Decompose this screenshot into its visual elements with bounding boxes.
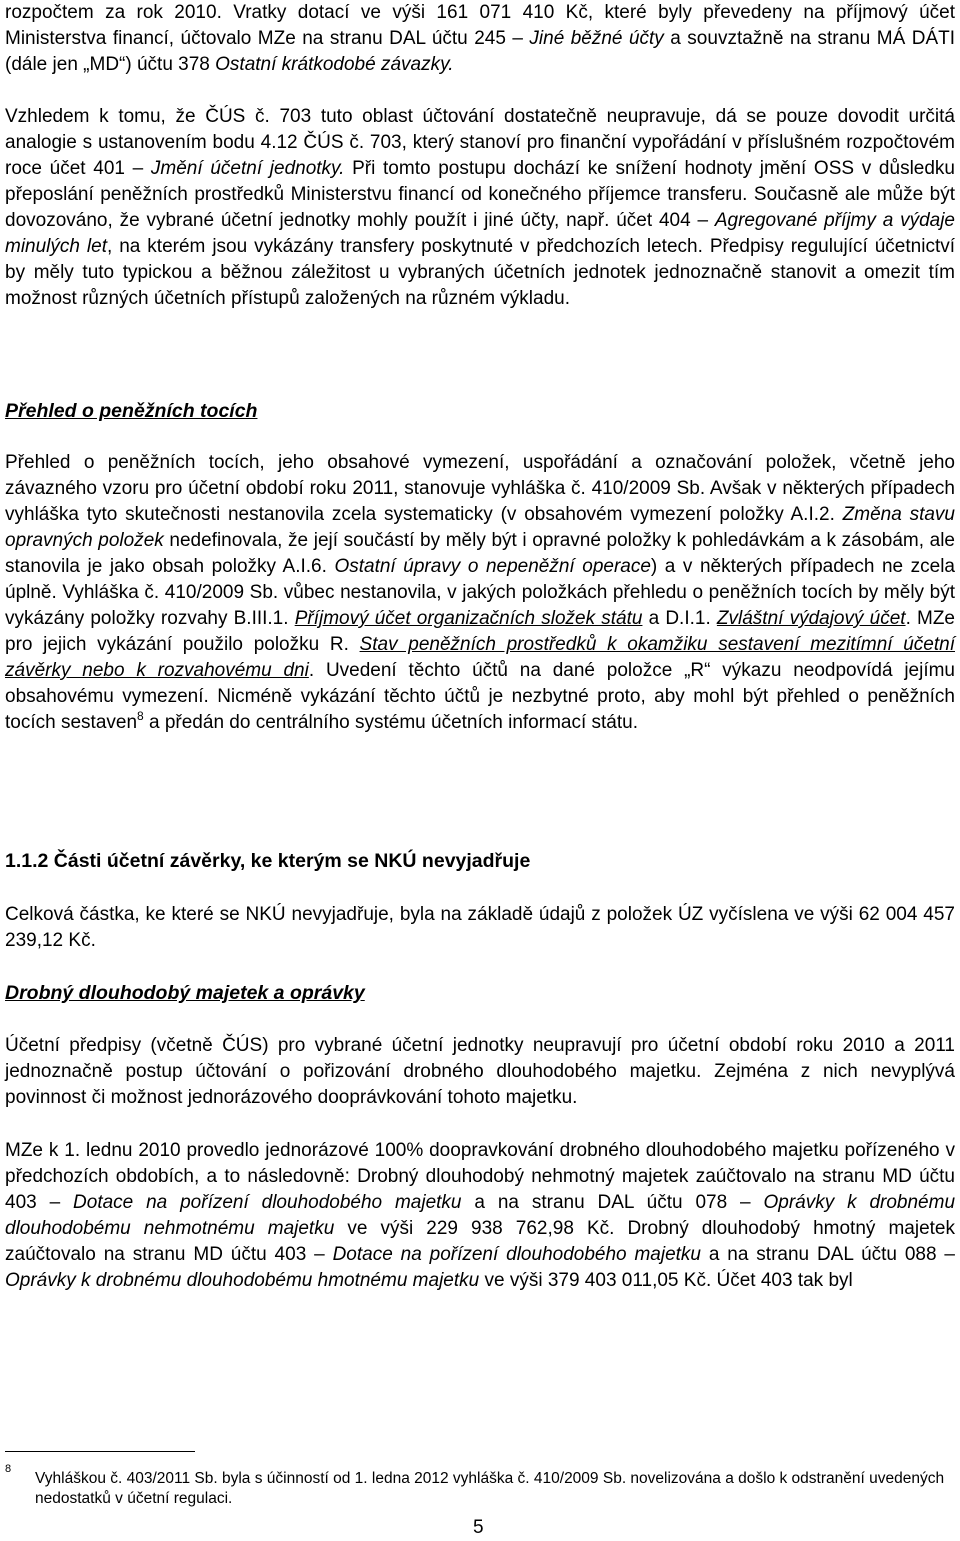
text-run: ) a v některých případech ne zcela úplně. Vyhláška č. 410/2009 Sb. vůbec nestanovila, v jakých položkách přehledu o peněžních tocích by měly být vykázány položky rozvahy B.III.1. [5, 556, 955, 629]
text-run: . MZe pro jejich vykázání použilo položku R. [5, 608, 955, 655]
text-run-italic: Ostatní krátkodobé závazky. [215, 54, 454, 75]
text-run-italic: Změna stavu opravných položek [5, 504, 955, 551]
text-run: a předán do centrálního systému účetních informací státu. [143, 712, 638, 733]
text-run-italic: Oprávky k drobnému dlouhodobému hmotnému majetku [5, 1270, 480, 1291]
paragraph-refunds [5, 0, 955, 78]
text-run: rozpočtem za rok 2010. Vratky dotací ve výši 161 071 410 Kč, které byly převedeny na příjmový účet Ministerstva financí, účtovalo MZe na stranu DAL účtu 245 – [5, 2, 955, 49]
text-run: . Uvedení těchto účtů na dané položce „R“ výkazu neodpovídá jejímu obsahovému vymezení. Nicméně vykázání těchto účtů je nezbytné proto, aby mohl být přehled o peněžních tocích sestaven [5, 660, 955, 733]
text-run-italic: Oprávky k drobnému dlouhodobému nehmotnému majetku [5, 1192, 956, 1239]
paragraph-analogy [5, 104, 955, 312]
text-run-italic: Příjmový účet organizačních složek státu [294, 608, 643, 629]
text-run-italic: Stav peněžních prostředků k okamžiku sestavení mezitímní účetní závěrky nebo k rozvahovému dni [5, 634, 955, 681]
footnote-text: Vyhláškou č. 403/2011 Sb. byla s účinností od 1. ledna 2012 vyhláška č. 410/2009 Sb. novelizována a došlo k odstranění uvedených nedostatků v účetní regulaci. [35, 1470, 945, 1507]
page-number: 5 [473, 1517, 484, 1538]
text-run: a souvztažně na stranu MÁ DÁTI (dále jen „MD“) účtu 378 [5, 28, 955, 75]
text-run: Vzhledem k tomu, že ČÚS č. 703 tuto oblast účtování dostatečně neupravuje, dá se pouze dovodit určitá analogie s ustanovením bodu 4.12 ČÚS č. 703, který stanoví pro finanční vypořádání v příslušném rozpočtovém roce účet 401 – [5, 106, 955, 179]
text-run-italic: Agregované příjmy a výdaje minulých let [5, 210, 955, 257]
text-run: Při tomto postupu dochází ke snížení hodnoty jmění OSS v důsledku přeposlání peněžních prostředků Ministerstvu financí od konečného příjemce transferu. Současně ale může být dovozováno, že vybrané účetní jednotky mohly použít i jiné účty, např. účet 404 – [5, 158, 955, 231]
text-run-italic: Ostatní úpravy o nepeněžní operace [334, 556, 651, 577]
footnote-divider [5, 1451, 195, 1452]
text-run: a D.I.1. [642, 608, 717, 629]
text-run-italic: Dotace na pořízení dlouhodobého majetku [332, 1244, 701, 1265]
footnote-ref: 8 [137, 709, 144, 723]
heading-cash-flow: Přehled o peněžních tocích [5, 400, 258, 422]
paragraph-amount: Celková částka, ke které se NKÚ nevyjadřuje, byla na základě údajů z položek ÚZ vyčíslena ve výši 62 004 457 239,12 Kč. [5, 904, 955, 951]
heading-small-assets: Drobný dlouhodobý majetek a oprávky [5, 982, 365, 1004]
paragraph-mze-depreciation [5, 1138, 955, 1294]
footnote-number: 8 [5, 1463, 12, 1475]
text-run: nedefinovala, že její součástí by měly být i opravné položky k pohledávkám a k zásobám, ale stanovila je jako obsah položky A.I.6. [5, 530, 955, 577]
text-run: ve výši 229 938 762,98 Kč. Drobný dlouhodobý hmotný majetek zaúčtovalo na stranu MD účtu 403 – [5, 1218, 955, 1265]
paragraph-regulations: Účetní předpisy (včetně ČÚS) pro vybrané účetní jednotky neupravují pro účetní období roku 2010 a 2011 jednoznačně postup účtování o pořizování drobného dlouhodobého majetku. Zejména z nich nevyplývá povinnost či možnost jednorázového dooprávkování tohoto majetku. [5, 1035, 955, 1108]
text-run: a na stranu DAL účtu 078 – [461, 1192, 764, 1213]
text-run: a na stranu DAL účtu 088 – [701, 1244, 955, 1265]
text-run: ve výši 379 403 011,05 Kč. Účet 403 tak byl [479, 1270, 853, 1291]
text-run: Přehled o peněžních tocích, jeho obsahové vymezení, uspořádání a označování položek, včetně jeho závazného vzoru pro účetní období roku 2011, stanovuje vyhláška č. 410/2009 Sb. Avšak v některých případech vyhláška tyto skutečnosti nestanovila zcela systematicky (v obsahovém vymezení položky A.I.2. [5, 452, 955, 525]
text-run: , na kterém jsou vykázány transfery poskytnuté v předchozích letech. Předpisy regulující účetnictví by měly tuto typickou a běžnou záležitost u vybraných účetních jednotek jednoznačně stanovit a omezit tím možnost různých účetních přístupů založených na různém výkladu. [5, 236, 955, 309]
text-run-italic: Dotace na pořízení dlouhodobého majetku [73, 1192, 462, 1213]
text-run-italic: Zvláštní výdajový účet [716, 608, 906, 629]
text-run: MZe k 1. lednu 2010 provedlo jednorázové 100% doopravkování drobného dlouhodobého majetku pořízeného v předchozích obdobích, a to následovně: Drobný dlouhodobý nehmotný majetek zaúčtovalo na stranu MD účtu 403 – [5, 1140, 955, 1213]
text-run-italic: Jiné běžné účty [529, 28, 664, 49]
heading-section-1-1-2: 1.1.2 Části účetní závěrky, ke kterým se NKÚ nevyjadřuje [5, 850, 531, 872]
paragraph-cash-flow [5, 450, 955, 736]
text-run-italic: Jmění účetní jednotky. [150, 158, 345, 179]
